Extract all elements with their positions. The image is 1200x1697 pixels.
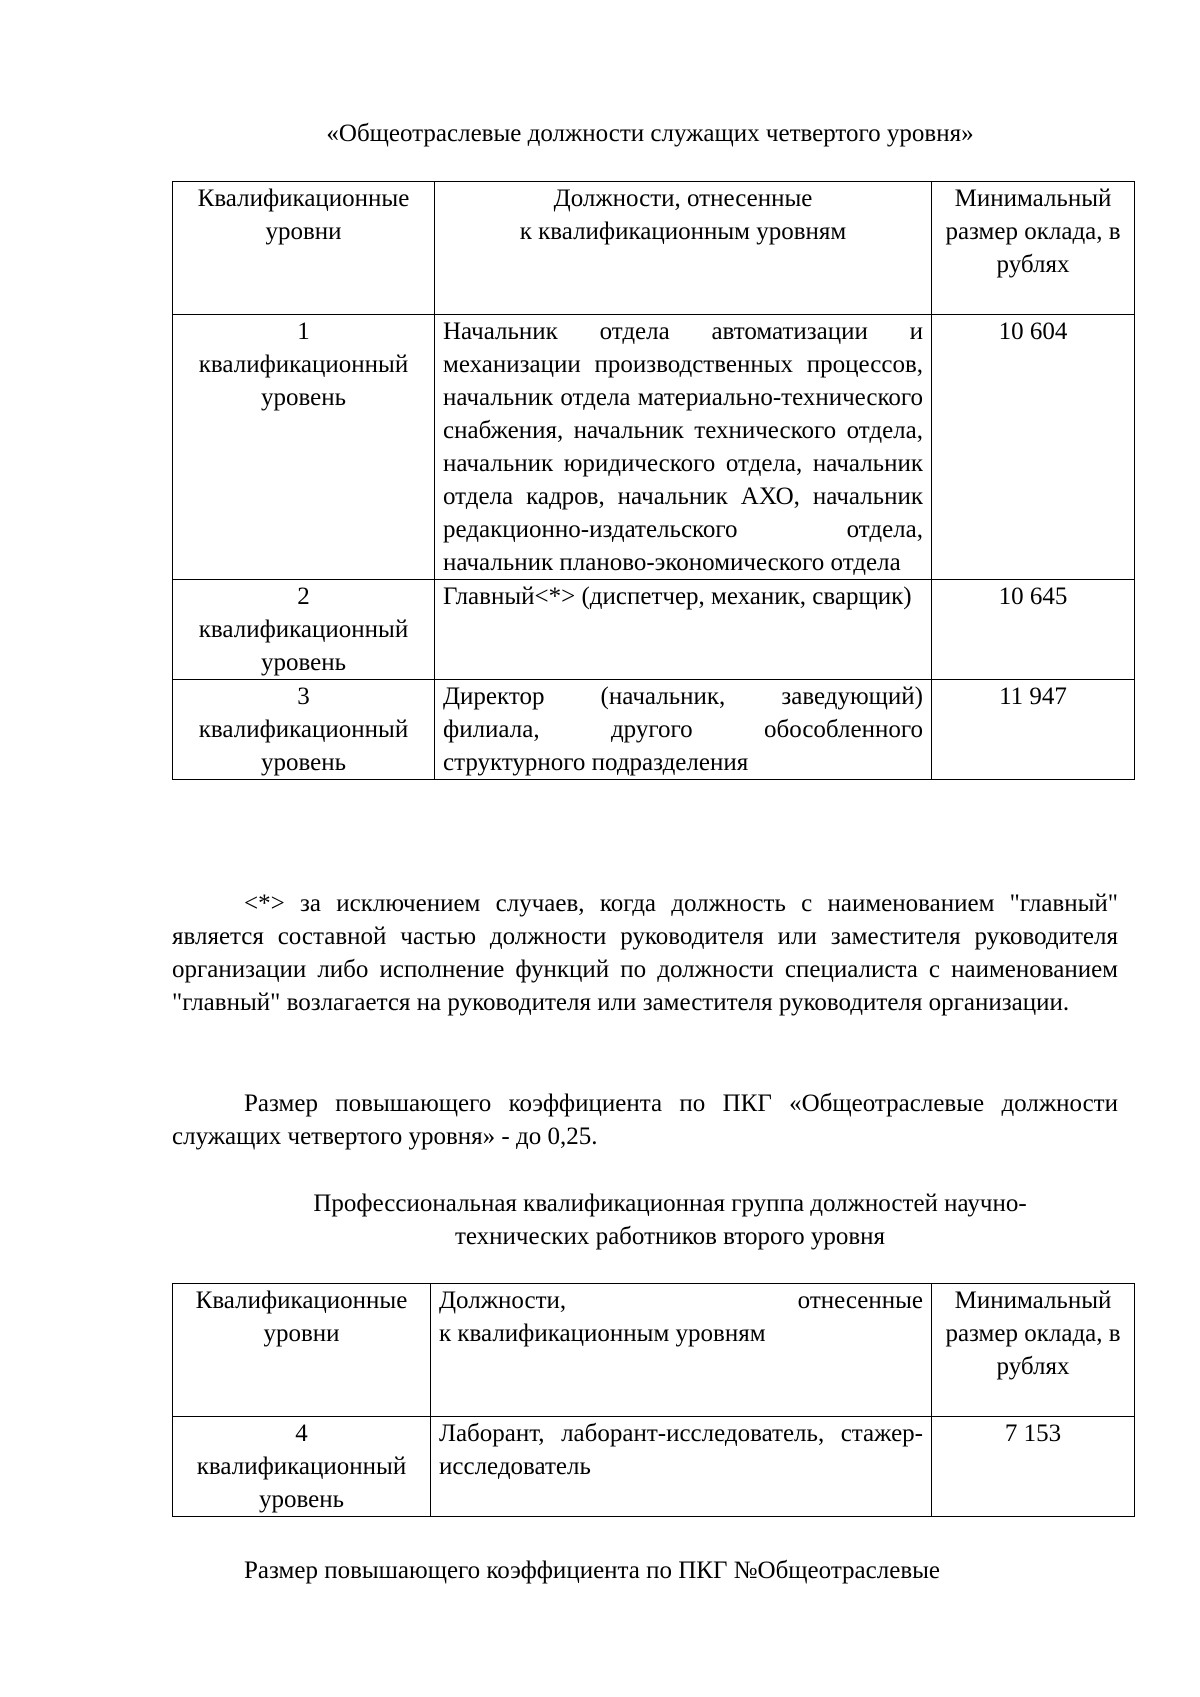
header-positions-line1: Должности, отнесенные (553, 185, 813, 212)
positions-cell: Главный<*> (диспетчер, механик, сварщик) (435, 580, 932, 680)
salary-cell: 10 645 (932, 580, 1135, 680)
positions-cell: Директор (начальник, заведующий) филиала, другого обособленного структурного подразделения (435, 680, 932, 780)
level-label: квалификационный уровень (196, 1453, 407, 1513)
header-salary: Минимальный размер оклада, в рублях (932, 1284, 1135, 1417)
table-row (173, 580, 1135, 680)
level-number: 3 (297, 683, 310, 710)
level-cell (173, 580, 435, 680)
table-research-technical-level2 (172, 1283, 1135, 1517)
level-cell (173, 315, 435, 580)
header-positions-line2: к квалификационным уровням (519, 218, 847, 245)
level-number: 2 (297, 583, 310, 610)
salary-cell: 10 604 (932, 315, 1135, 580)
positions-cell: Начальник отдела автоматизации и механизации производственных процессов, начальник отдела материально-технического снабжения, начальник технического отдела, начальник юридического отдела, начальник отдела кадров, начальник АХО, начальник редакционно-издательского отдела, начальник планово-экономического отдела (435, 315, 932, 580)
level-number: 4 (295, 1420, 308, 1447)
level-cell (173, 680, 435, 780)
section2-title: Профессиональная квалификационная группа должностей научно-технических работников второго уровня (313, 1190, 1027, 1250)
header-positions-line2: к квалификационным уровням (439, 1320, 766, 1347)
salary-cell: 7 153 (932, 1417, 1135, 1517)
coefficient-text-2: Размер повышающего коэффициента по ПКГ №Общеотраслевые (244, 1557, 941, 1584)
header-levels: Квалификационные уровни (173, 182, 435, 315)
level-label: квалификационный уровень (198, 616, 409, 676)
table-header-row (173, 182, 1135, 315)
table-officials-level4 (172, 181, 1135, 780)
header-positions (431, 1284, 932, 1417)
positions-cell: Лаборант, лаборант-исследователь, стажер-исследователь (431, 1417, 932, 1517)
table-row (173, 680, 1135, 780)
level-number: 1 (297, 318, 310, 345)
salary-cell: 11 947 (932, 680, 1135, 780)
footnote-text: <*> за исключением случаев, когда должность с наименованием "главный" является составной частью должности руководителя или заместителя руководителя организации либо исполнение функций по должности специалиста с наименованием "главный" возлагается на руководителя или заместителя руководителя организации. (172, 890, 1118, 1016)
level-label: квалификационный уровень (198, 351, 409, 411)
level-cell (173, 1417, 431, 1517)
section1-title: «Общеотраслевые должности служащих четвертого уровня» (326, 120, 974, 147)
coefficient-text-1: Размер повышающего коэффициента по ПКГ «Общеотраслевые должности служащих четвертого уровня» - до 0,25. (172, 1090, 1118, 1150)
header-salary: Минимальный размер оклада, в рублях (932, 182, 1135, 315)
table-header-row (173, 1284, 1135, 1417)
header-positions (435, 182, 932, 315)
header-levels: Квалификационные уровни (173, 1284, 431, 1417)
table-row (173, 315, 1135, 580)
level-label: квалификационный уровень (198, 716, 409, 776)
table-row (173, 1417, 1135, 1517)
header-positions-line1: Должности, отнесенные (439, 1287, 923, 1314)
